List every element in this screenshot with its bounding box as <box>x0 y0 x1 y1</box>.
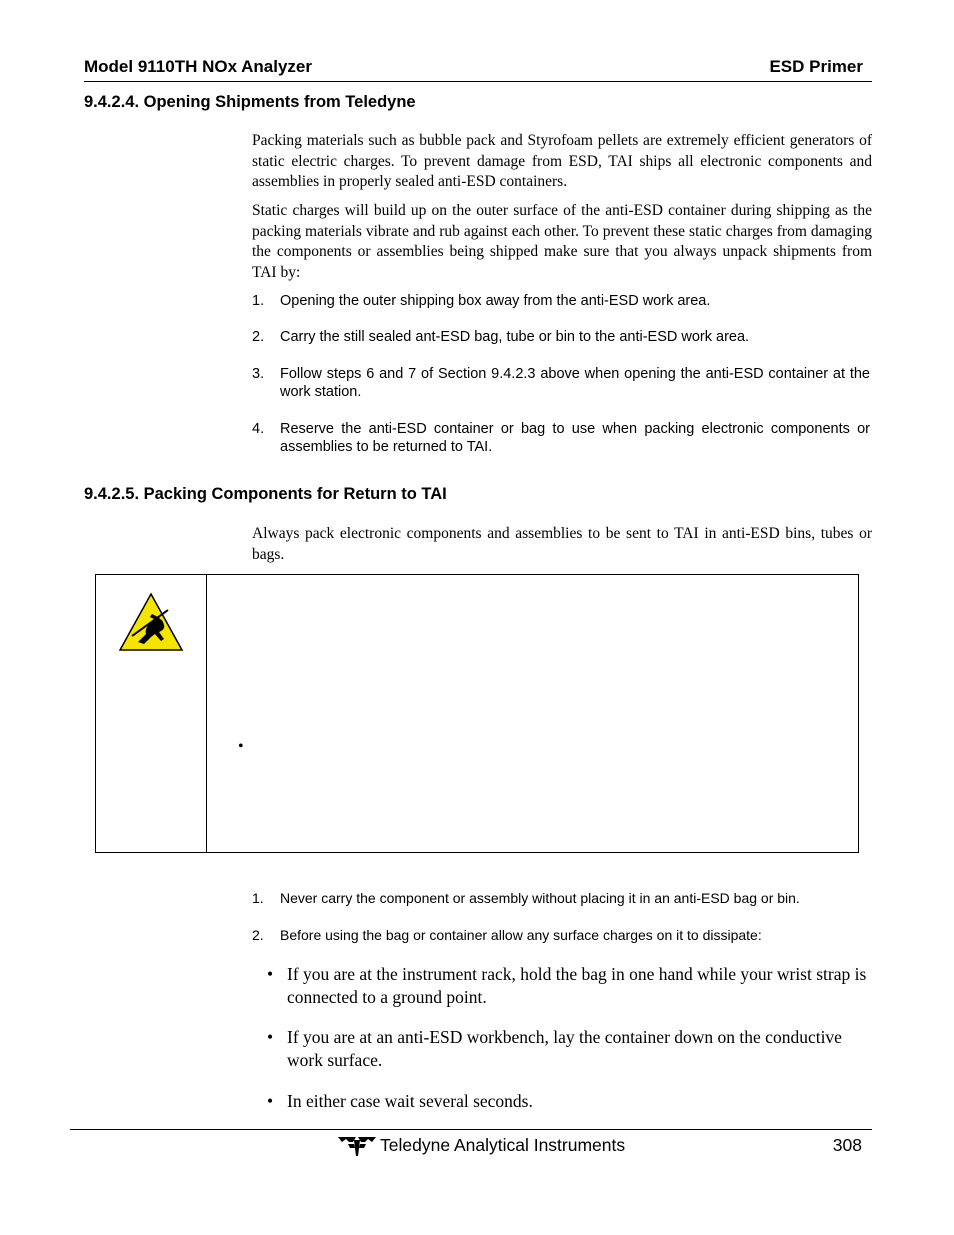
running-header-title: Model 9110TH NOx Analyzer <box>84 57 313 76</box>
bullet-dot: • <box>267 1027 274 1047</box>
list-number: 1. <box>252 293 265 309</box>
list-text: Carry the still sealed ant-ESD bag, tube or bin to the anti-ESD work area. <box>280 329 750 345</box>
list-number: 2. <box>252 927 264 943</box>
section-heading-opening-shipments: 9.4.2.4. Opening Shipments from Teledyne <box>84 93 416 111</box>
list-item <box>252 365 870 401</box>
list-item <box>252 420 870 456</box>
warning-box-divider <box>206 574 207 853</box>
bullet-dot: • <box>267 964 274 984</box>
bullet-dot: • <box>267 1091 274 1111</box>
list-number: 1. <box>252 890 264 906</box>
list-text: Reserve the anti-ESD container or bag to use when packing electronic components or assemblies to be returned to TAI. <box>280 421 870 455</box>
teledyne-logo-icon <box>338 1134 376 1158</box>
footer-rule <box>70 1129 872 1130</box>
list-number: 2. <box>252 329 265 345</box>
warning-box <box>95 574 859 853</box>
list-text: Follow steps 6 and 7 of Section 9.4.2.3 above when opening the anti-ESD container at the work station. <box>280 366 870 400</box>
list-text: Opening the outer shipping box away from the anti-ESD work area. <box>280 293 711 309</box>
list-number: 4. <box>252 421 265 437</box>
list-item <box>252 889 870 907</box>
bullet-text: If you are at the instrument rack, hold the bag in one hand while your wrist strap is connected to a ground point. <box>287 964 867 1007</box>
bullet-item <box>267 1090 867 1113</box>
list-item <box>252 328 870 346</box>
footer-company: Teledyne Analytical Instruments <box>380 1135 626 1155</box>
bullet-text: If you are at an anti-ESD workbench, lay the container down on the conductive work surface. <box>287 1027 842 1070</box>
esd-warning-icon <box>118 592 184 652</box>
list-number: 3. <box>252 366 265 382</box>
bullet-item <box>267 963 867 1008</box>
paragraph-packing-materials: Packing materials such as bubble pack and Styrofoam pellets are extremely efficient generators of static electric charges. To prevent damage from ESD, TAI ships all electronic components and assemblies in properly sealed anti-ESD containers. <box>252 132 872 190</box>
paragraph-static-charges: Static charges will build up on the outer surface of the anti-ESD container during shipping as the packing materials vibrate and rub against each other. To prevent these static charges from damaging the components or assemblies being shipped make sure that you always unpack shipments from TAI by: <box>252 202 872 281</box>
list-item <box>252 292 870 310</box>
list-text: Never carry the component or assembly without placing it in an anti-ESD bag or bin. <box>280 890 800 906</box>
running-header-section: ESD Primer <box>769 57 863 76</box>
list-text: Before using the bag or container allow any surface charges on it to dissipate: <box>280 927 762 943</box>
section-heading-packing-components: 9.4.2.5. Packing Components for Return to TAI <box>84 485 447 503</box>
bullet-item <box>267 1026 867 1071</box>
header-rule <box>84 81 872 82</box>
paragraph-always-pack: Always pack electronic components and assemblies to be sent to TAI in anti-ESD bins, tubes or bags. <box>252 525 872 563</box>
bullet-text: In either case wait several seconds. <box>287 1091 533 1111</box>
page-number: 308 <box>832 1135 862 1155</box>
warning-box-bullet: • <box>238 738 244 755</box>
list-item <box>252 926 870 944</box>
